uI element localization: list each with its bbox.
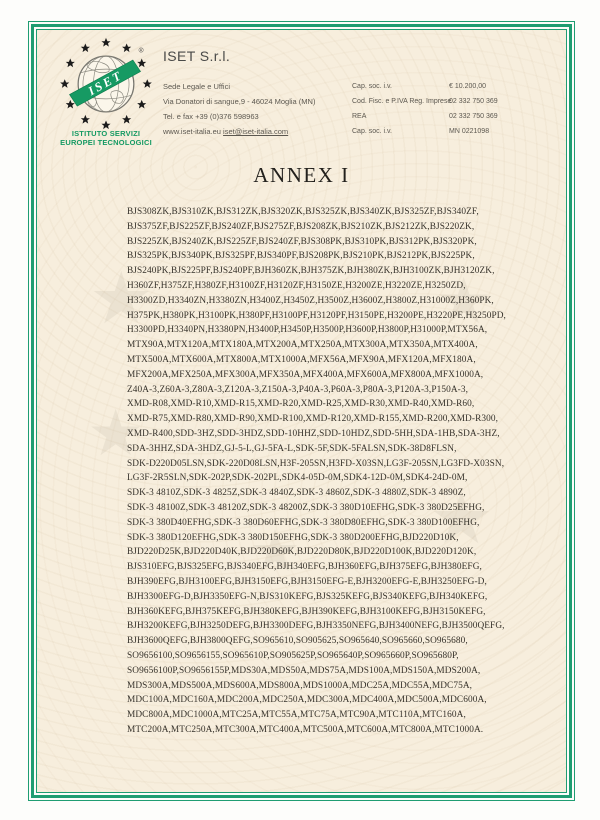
institute-name [41, 129, 171, 147]
address-line-1: Sede Legale e Uffici [163, 82, 230, 91]
registry-value-2: 02 332 750 369 [449, 98, 498, 105]
code-line: XMD-R08,XMD-R10,XMD-R15,XMD-R20,XMD-R25,XMD-R30,XMD-R40,XMD-R60, [127, 399, 475, 410]
code-line: LG3F-2R5SLN,SDK-202P,SDK-202PL,SDK4-05D-0M,SDK4-12D-0M,SDK4-24D-0M, [127, 473, 468, 484]
page-border-band [31, 24, 572, 798]
registry-value-4: MN 0221098 [449, 128, 490, 135]
product-code-list [127, 205, 507, 738]
watermark-star-icon: ★ [249, 517, 301, 585]
code-line: H375PK,H380PK,H3100PK,H380PF,H3100PF,H3120PF,H3150PE,H3200PE,H3220PE,H3250PD, [127, 310, 506, 321]
code-line: MFX200A,MFX250A,MFX300A,MFX350A,MFX400A,MFX600A,MFX800A,MFX1000A, [127, 369, 484, 380]
watermark-star-icon: ★ [89, 256, 154, 340]
registry-label-1: Cap. soc. i.v. [352, 83, 392, 90]
website-url: www.iset-italia.eu [163, 127, 221, 136]
page-border-frame [28, 21, 575, 801]
company-name: ISET S.r.l. [163, 48, 231, 64]
code-line: SO9656100P,SO9656155P,MDS30A,MDS50A,MDS75A,MDS100A,MDS150A,MDS200A, [127, 665, 481, 676]
code-line: XMD-R400,SDD-3HZ,SDD-3HDZ,SDD-10HHZ,SDD-10HDZ,SDD-5HH,SDA-1HB,SDA-3HZ, [127, 428, 500, 439]
registered-mark: ® [138, 47, 144, 55]
code-line: BJH3200KEFG,BJH3250DEFG,BJH3300DEFG,BJH3350NEFG,BJH3400NEFG,BJH3500QEFG, [127, 621, 505, 632]
code-line: MDS300A,MDS500A,MDS600A,MDS800A,MDS1000A,MDC25A,MDC55A,MDC75A, [127, 680, 473, 691]
code-line: SO9656100,SO9656155,SO965610P,SO905625P,SO965640P,SO965660P,SO965680P, [127, 650, 459, 661]
institute-line2: EUROPEI TECNOLOGICI [60, 138, 152, 147]
code-line: MTX90A,MTX120A,MTX180A,MTX200A,MTX250A,MTX300A,MTX350A,MTX400A, [127, 340, 478, 351]
registry-label-3: REA [352, 113, 367, 120]
company-logo [58, 36, 154, 132]
code-line: BJH360KEFG,BJH375KEFG,BJH380KEFG,BJH390KEFG,BJH3100KEFG,BJH3150KEFG, [127, 606, 486, 617]
code-line: BJH3600QEFG,BJH3800QEFG,SO965610,SO905625,SO965640,SO965660,SO965680, [127, 636, 468, 647]
code-line: BJS240PK,BJS225PF,BJS240PF,BJH360ZK,BJH375ZK,BJH380ZK,BJH3100ZK,BJH3120ZK, [127, 266, 495, 277]
institute-line1: ISTITUTO SERVIZI [71, 129, 141, 138]
web-contact-line [163, 127, 288, 136]
watermark-star-icon: ★ [87, 397, 145, 471]
code-line: SDK-D220D05LSN,SDK-220D08LSN,H3F-205SN,H3FD-X03SN,LG3F-205SN,LG3FD-X03SN, [127, 458, 505, 469]
logo-banner-text: ISET [85, 67, 126, 99]
code-line: BJD220D25K,BJD220D40K,BJD220D60K,BJD220D80K,BJD220D100K,BJD220D120K, [127, 547, 477, 558]
code-line: SDK-3 4810Z,SDK-3 4825Z,SDK-3 4840Z,SDK-3 4860Z,SDK-3 4880Z,SDK-3 4890Z, [127, 488, 466, 499]
globe-logo-icon [58, 36, 154, 132]
registry-value-3: 02 332 750 369 [449, 113, 498, 120]
code-line: Z40A-3,Z60A-3,Z80A-3,Z120A-3,Z150A-3,P40A-3,P60A-3,P80A-3,P120A-3,P150A-3, [127, 384, 469, 395]
email-link[interactable]: iset@iset-italia.com [223, 127, 289, 136]
registry-value-1: € 10.200,00 [449, 83, 486, 90]
code-line: H3300ZD,H3340ZN,H3380ZN,H3400Z,H3450Z,H3500Z,H3600Z,H3800Z,H31000Z,H360PK, [127, 295, 494, 306]
code-line: BJS308ZK,BJS310ZK,BJS312ZK,BJS320ZK,BJS325ZK,BJS340ZK,BJS325ZF,BJS340ZF, [127, 207, 479, 217]
watermark-star-icon: ★ [435, 265, 493, 339]
page-title: ANNEX I [253, 163, 350, 187]
code-line: BJS310EFG,BJS325EFG,BJS340EFG,BJH340EFG,BJH360EFG,BJH375EFG,BJH380EFG, [127, 562, 482, 573]
page-content [36, 29, 567, 793]
code-line: SDK-3 48100Z,SDK-3 48120Z,SDK-3 48200Z,SDK-3 380D10EFHG,SDK-3 380D25EFHG, [127, 502, 485, 513]
code-line: MTC200A,MTC250A,MTC300A,MTC400A,MTC500A,MTC600A,MTC800A,MTC1000A. [127, 724, 484, 735]
code-line: XMD-R75,XMD-R80,XMD-R90,XMD-R100,XMD-R120,XMD-R155,XMD-R200,XMD-R300, [127, 414, 499, 425]
code-line: H3300PD,H3340PN,H3380PN,H3400P,H3450P,H3500P,H3600P,H3800P,H31000P,MTX56A, [127, 325, 488, 336]
code-line: BJH3300EFG-D,BJH3350EFG-N,BJS310KEFG,BJS325KEFG,BJS340KEFG,BJH340KEFG, [127, 591, 488, 602]
code-line: MTX500A,MTX600A,MTX800A,MTX1000A,MFX56A,MFX90A,MFX120A,MFX180A, [127, 354, 476, 365]
code-line: MDC800A,MDC1000A,MTC25A,MTC55A,MTC75A,MTC90A,MTC110A,MTC160A, [127, 710, 466, 721]
watermark-star-icon: ★ [429, 476, 494, 560]
address-line-3: Tel. e fax +39 (0)376 598963 [163, 112, 259, 121]
registry-label-2: Cod. Fisc. e P.IVA Reg. Imprese [352, 98, 452, 105]
code-line: BJH390EFG,BJH3100EFG,BJH3150EFG,BJH3150EFG-E,BJH3200EFG-E,BJH3250EFG-D, [127, 576, 487, 587]
code-line: H360ZF,H375ZF,H380ZF,H3100ZF,H3120ZF,H3150ZE,H3200ZE,H3220ZE,H3250ZD, [127, 280, 466, 291]
address-line-2: Via Donatori di sangue,9 - 46024 Moglia (MN) [163, 97, 316, 106]
code-line: SDK-3 380D120EFHG,SDK-3 380D150EFHG,SDK-3 380D200EFHG,BJD220D10K, [127, 532, 459, 543]
code-line: BJS225ZK,BJS240ZK,BJS225ZF,BJS240ZF,BJS308PK,BJS310PK,BJS312PK,BJS320PK, [127, 236, 477, 247]
code-line: MDC100A,MDC160A,MDC200A,MDC250A,MDC300A,MDC400A,MDC500A,MDC600A, [127, 695, 487, 706]
code-line: SDA-3HHZ,SDA-3HDZ,GJ-5-L,GJ-5FA-L,SDK-5F,SDK-5FALSN,SDK-38D8FLSN, [127, 443, 457, 454]
code-line: BJS325PK,BJS340PK,BJS325PF,BJS340PF,BJS208PK,BJS210PK,BJS212PK,BJS225PK, [127, 251, 475, 262]
code-line: BJS375ZF,BJS225ZF,BJS240ZF,BJS275ZF,BJS208ZK,BJS210ZK,BJS212ZK,BJS220ZK, [127, 221, 475, 232]
registry-label-4: Cap. soc. i.v. [352, 128, 392, 135]
code-line: SDK-3 380D40EFHG,SDK-3 380D60EFHG,SDK-3 380D80EFHG,SDK-3 380D100EFHG, [127, 517, 480, 528]
